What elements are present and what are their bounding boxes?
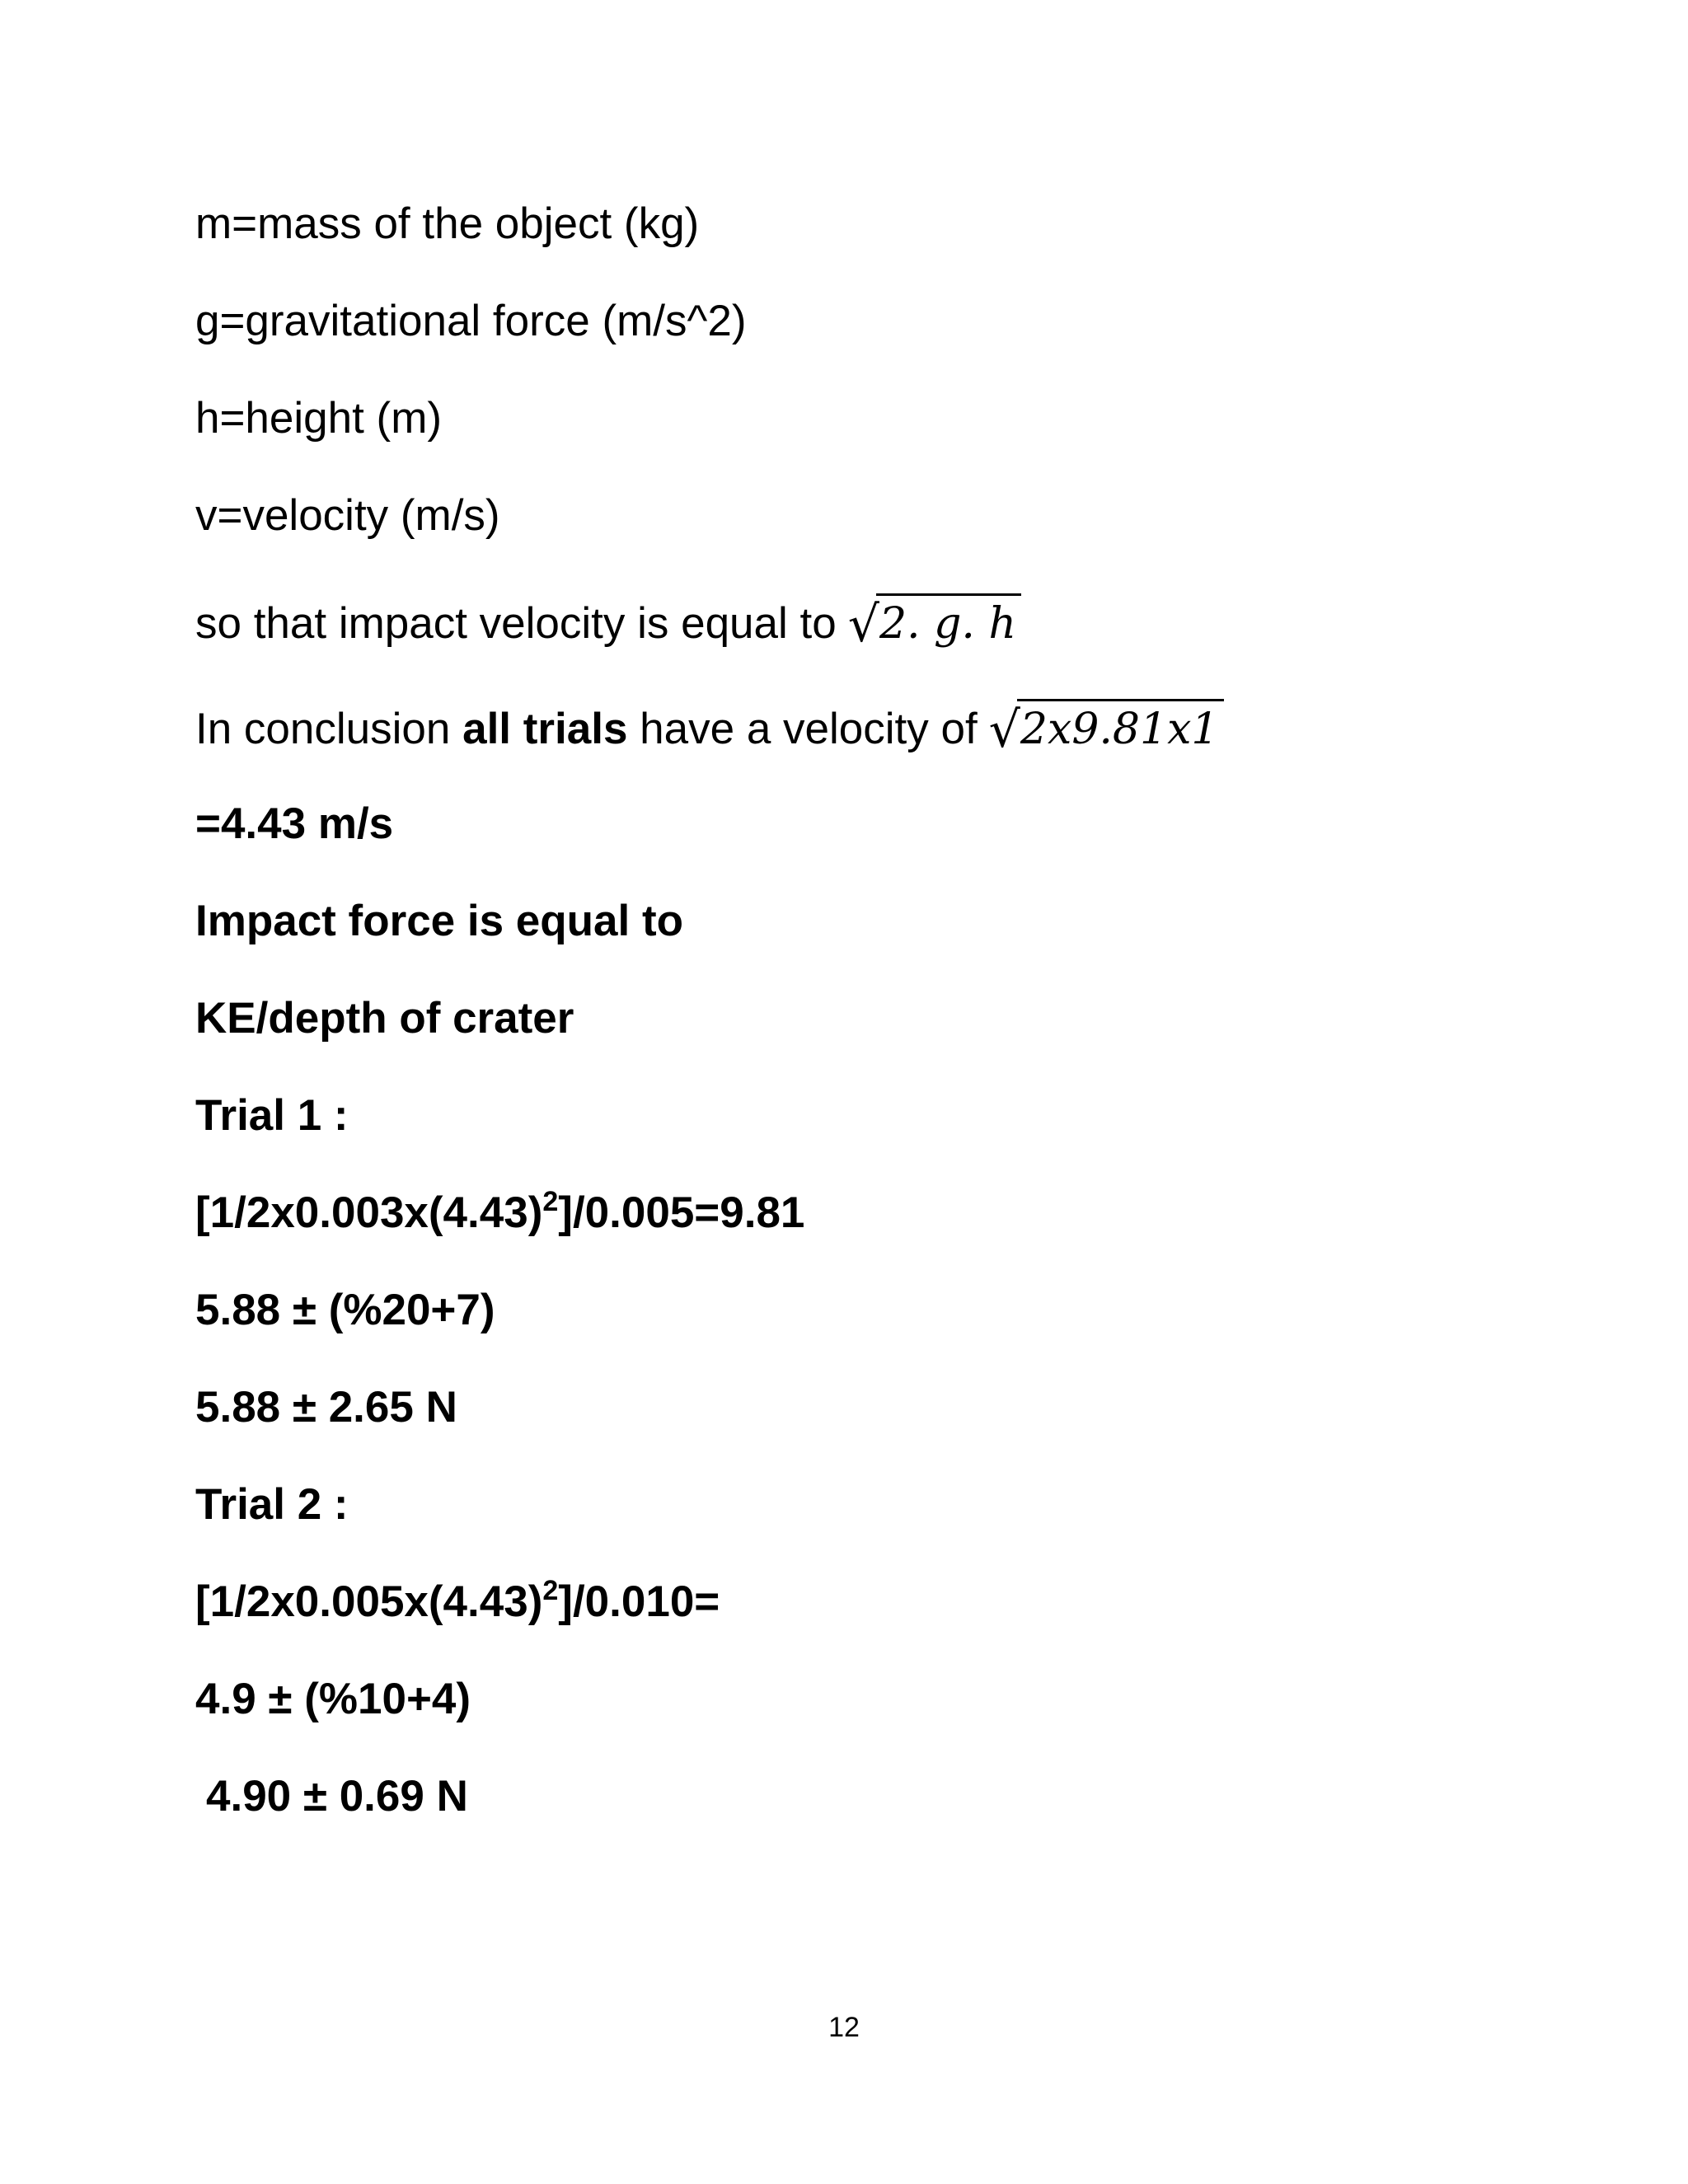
conclusion-formula: 2x9.81x1	[1017, 699, 1224, 756]
trial1-result: 5.88 ± 2.65 N	[195, 1383, 457, 1432]
sqrt-sign-icon: √	[988, 701, 1020, 759]
conclusion-bold: all trials	[462, 705, 628, 753]
height-definition: h=height (m)	[195, 394, 443, 443]
impact-force-formula: KE/depth of crater	[195, 994, 574, 1043]
impact-force-heading: Impact force is equal to	[195, 897, 683, 945]
trial1-calc-part-b: ]/0.005=9.81	[558, 1188, 805, 1237]
trial1-label: Trial 1 :	[195, 1091, 349, 1140]
conclusion-sqrt	[989, 699, 1224, 757]
mass-definition: m=mass of the object (kg)	[195, 199, 700, 248]
impact-velocity-text: so that impact velocity is equal to	[195, 599, 837, 648]
velocity-result: =4.43 m/s	[195, 799, 394, 848]
trial2-calculation	[195, 1576, 720, 1629]
trial2-result: 4.90 ± 0.69 N	[206, 1772, 468, 1821]
page-number: 12	[828, 2012, 860, 2043]
trial1-calc-exponent: 2	[542, 1186, 559, 1217]
trial2-calc-part-b: ]/0.010=	[558, 1577, 720, 1626]
impact-velocity-formula: 2. g. h	[876, 593, 1021, 650]
trial2-calc-exponent: 2	[542, 1575, 559, 1606]
trial2-label: Trial 2 :	[195, 1480, 349, 1529]
trial2-calc-part-a: [1/2x0.005x(4.43)	[195, 1577, 543, 1626]
impact-velocity-line	[195, 593, 1021, 654]
conclusion-prefix: In conclusion	[195, 705, 463, 753]
trial2-uncertainty: 4.9 ± (%10+4)	[195, 1675, 471, 1723]
gravity-definition: g=gravitational force (m/s^2)	[195, 297, 747, 345]
conclusion-line	[195, 699, 1224, 757]
velocity-definition: v=velocity (m/s)	[195, 491, 500, 540]
trial1-calc-part-a: [1/2x0.003x(4.43)	[195, 1188, 543, 1237]
sqrt-sign-icon: √	[847, 596, 879, 654]
trial1-uncertainty: 5.88 ± (%20+7)	[195, 1286, 495, 1334]
impact-velocity-sqrt	[847, 593, 1021, 654]
trial1-calculation	[195, 1187, 804, 1240]
conclusion-suffix: have a velocity of	[627, 705, 978, 753]
